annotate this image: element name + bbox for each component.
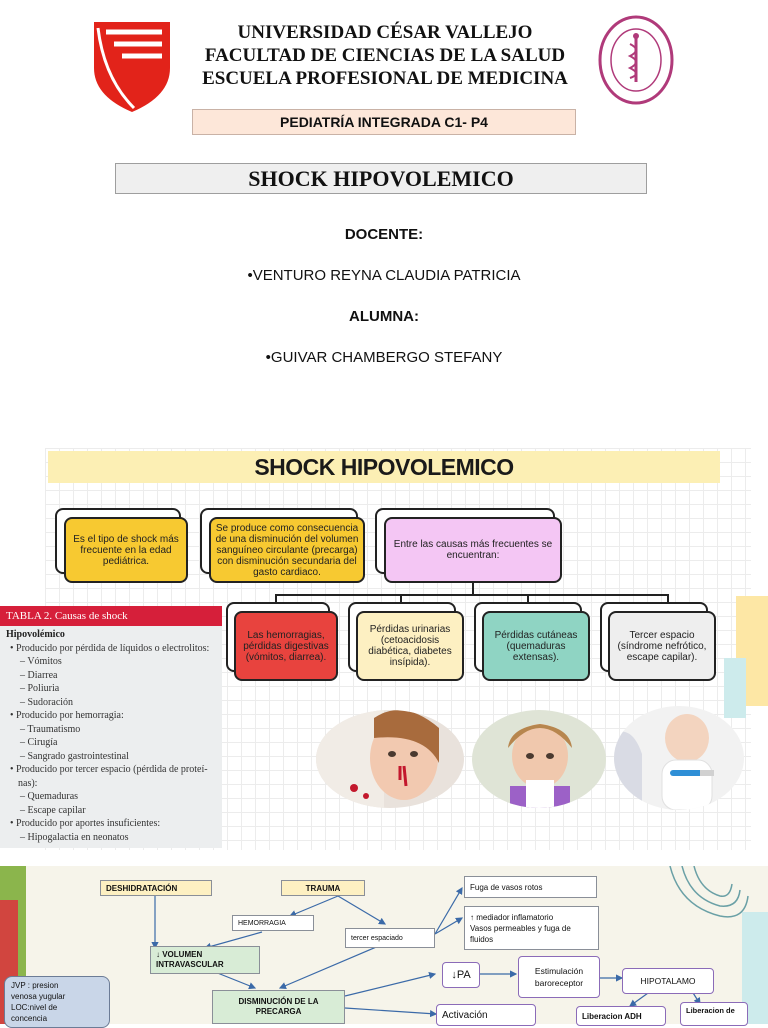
intravascular-volume-box: ↓ VOLUMEN INTRAVASCULAR [150,946,260,974]
hemorrhage-box: HEMORRAGIA [232,915,314,931]
page-title: SHOCK HIPOVOLEMICO [115,163,647,194]
abbreviations-note [4,976,110,1028]
table-line: • Producido por pérdida de líquidos o electrolitos: [10,642,210,654]
cause-card-urinary: Pérdidas urinarias (cetoacidosis diabética, diabetes insípida). [356,611,464,681]
table-line: • Producido por tercer espacio (pérdida de proteí- [10,764,208,775]
vessel-leak-box: Fuga de vasos rotos [464,876,597,898]
inflammatory-mediator-line: Vasos permeables y fuga de [470,923,571,933]
catecholamine-release-box: Liberacion de [680,1002,748,1026]
table-line: – Hipogalactia en neonatos [20,831,129,843]
mechanism-card: Se produce como consecuencia de una disminución del volumen sanguíneo circulante (precarga) con disminución secundaria del gasto cardiaco. [209,517,365,583]
blood-pressure-box: ↓PA [442,962,480,988]
abbreviation-line: JVP : presion [11,981,59,990]
abbreviation-line: venosa yugular [11,992,66,1001]
preload-decrease-box: DISMINUCIÓN DE LA PRECARGA [212,990,345,1024]
abbreviation-line: LOC:nivel de [11,1003,58,1012]
student-label: ALUMNA: [349,308,419,325]
teacher-name: •VENTURO REYNA CLAUDIA PATRICIA [247,267,521,284]
table-line: – Diarrea [20,669,58,681]
third-space-box: tercer espaciado [345,928,435,948]
table-line: – Quemaduras [20,791,79,802]
causes-table-body [6,628,220,844]
definition-card: Es el tipo de shock más frecuente en la edad pediátrica. [64,517,188,583]
student-name: •GUIVAR CHAMBERGO STEFANY [265,349,503,366]
table-line: – Vómitos [20,656,62,667]
course-label: PEDIATRÍA INTEGRADA C1- P4 [192,109,576,135]
baroreceptor-line: baroreceptor [534,978,584,988]
university-name: UNIVERSIDAD CÉSAR VALLEJO [237,22,533,43]
poster-title: SHOCK HIPOVOLEMICO [254,454,514,480]
table-line: – Traumatismo [20,723,81,735]
activation-box: Activación [436,1004,536,1026]
baby-thermometer-photo [612,704,746,812]
table-line: • Producido por hemorragia: [10,710,124,721]
dehydration-box: DESHIDRATACIÓN [100,880,212,896]
trauma-box: TRAUMA [281,880,365,896]
abbreviation-line: concencia [11,1014,48,1023]
university-logo [92,18,172,114]
table-line: – Sangrado gastrointestinal [20,750,129,762]
baroreceptor-box [518,956,600,998]
table-line: – Escape capilar [20,804,86,816]
table-line: • Producido por aportes insuficientes: [10,818,161,829]
child-nosebleed-photo [314,708,466,810]
table-line: nas): [18,777,38,789]
cause-card-cutaneous: Pérdidas cutáneas (quemaduras extensas). [482,611,590,681]
adh-release-box: Liberacion ADH [576,1006,666,1026]
table-line: Hipovolémico [6,629,65,640]
teacher-label: DOCENTE: [344,226,424,243]
table-line: – Cirugía [20,737,58,748]
school-name: ESCUELA PROFESIONAL DE MEDICINA [202,68,568,89]
causes-table-title: TABLA 2. Causas de shock [0,606,222,626]
inflammatory-mediator-line: fluidos [470,934,494,944]
inflammatory-mediator-box [464,906,599,950]
cause-card-hemorrhage: Las hemorragias, pérdidas digestivas (vómitos, diarrea). [234,611,338,681]
student-center-seal [597,14,675,106]
cause-card-third-space: Tercer espacio (síndrome nefrótico, escape capilar). [608,611,716,681]
causes-card: Entre las causas más frecuentes se encuentran: [384,517,562,583]
inflammatory-mediator-line: ↑ mediador inflamatorio [470,912,554,922]
faculty-name: FACULTAD DE CIENCIAS DE LA SALUD [204,45,566,66]
table-line: – Poliuria [20,683,60,694]
hypothalamus-box: HIPOTALAMO [622,968,714,994]
sick-child-photo [470,708,608,810]
baroreceptor-line: Estimulación [534,966,584,976]
connector-line [275,594,667,596]
table-line: – Sudoración [20,696,74,708]
